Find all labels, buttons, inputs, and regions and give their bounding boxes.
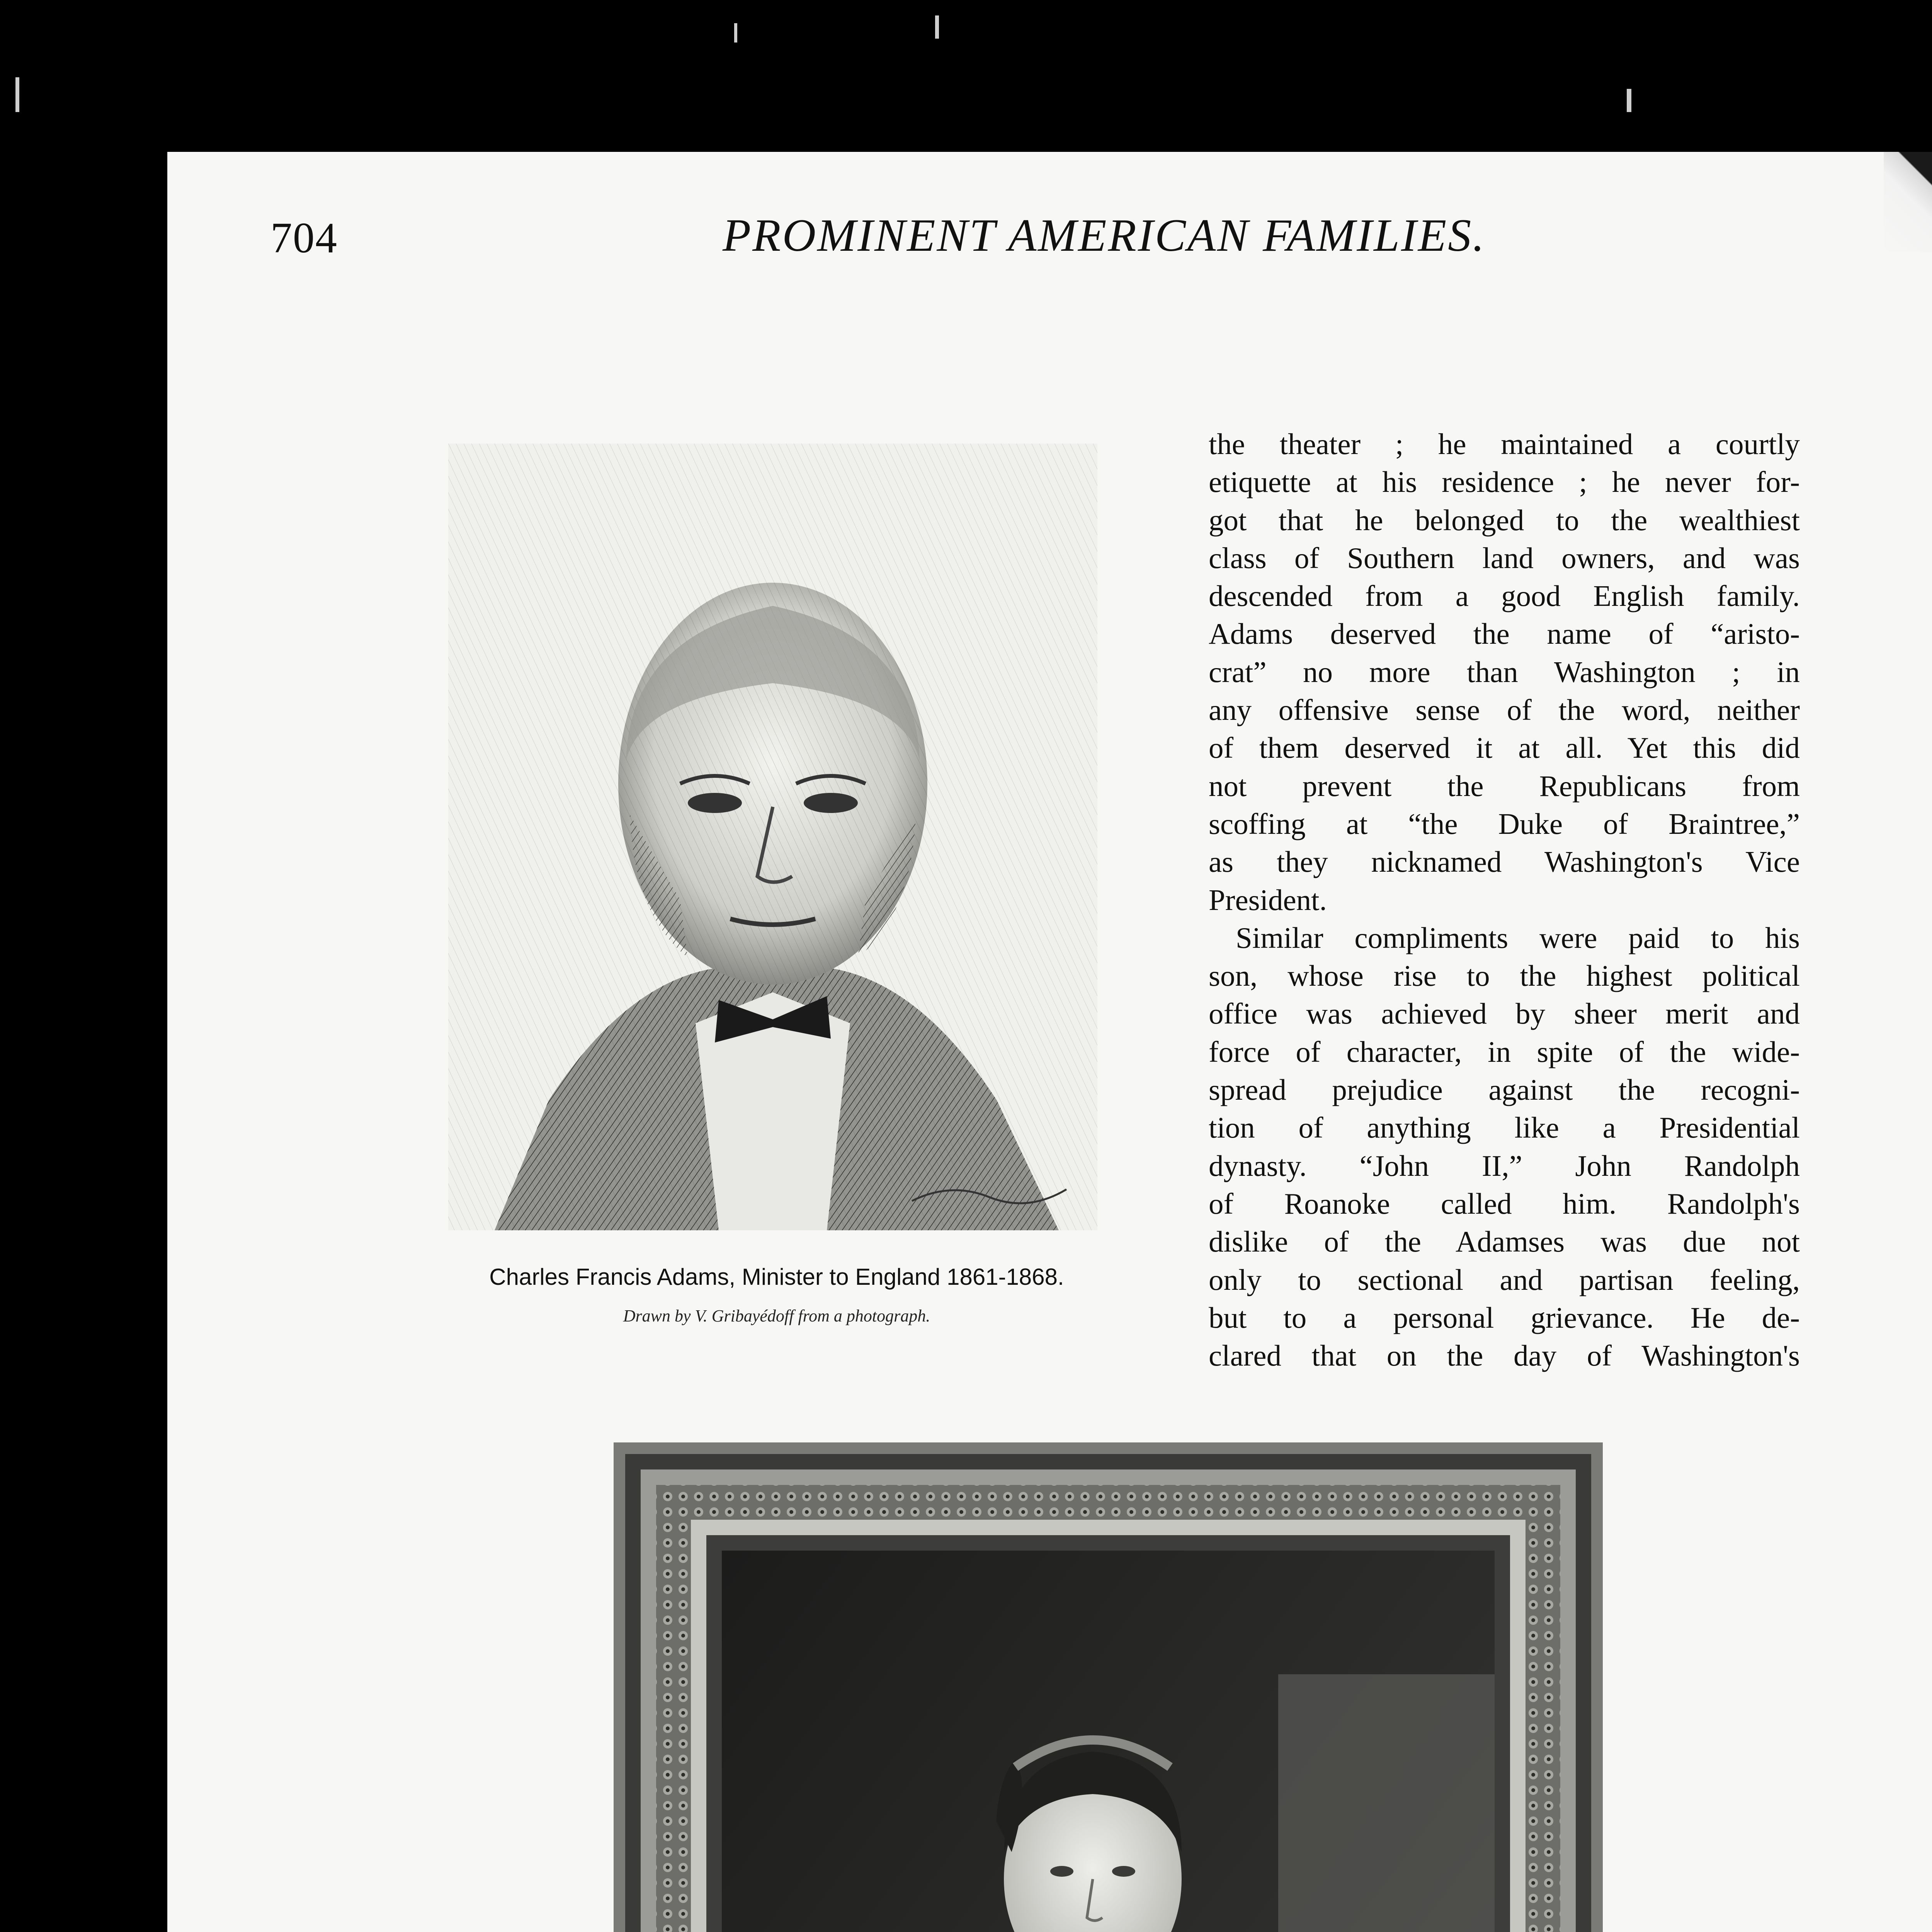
text-line: clared that on the day of Washington's <box>1209 1339 1800 1372</box>
portrait-abigail-adams <box>614 1442 1603 1932</box>
text-line: tion of anything like a Presidential <box>1209 1111 1800 1145</box>
text-line: not prevent the Republicans from <box>1209 769 1800 803</box>
text-line: dislike of the Adamses was due not <box>1209 1225 1800 1259</box>
text-line: spread prejudice against the recogni- <box>1209 1073 1800 1107</box>
scan-artifact <box>734 23 737 43</box>
scan-artifact <box>15 77 19 112</box>
text-line: but to a personal grievance. He de- <box>1209 1301 1800 1334</box>
text-line: force of character, in spite of the wide- <box>1209 1035 1800 1068</box>
text-line: of Roanoke called him. Randolph's <box>1209 1187 1800 1220</box>
text-line: dynasty. “John II,” John Randolph <box>1209 1149 1800 1182</box>
text-line: as they nicknamed Washington's Vice <box>1209 845 1800 879</box>
text-line: President. <box>1209 883 1327 917</box>
figure-credit: Drawn by V. Gribayédoff from a photograph. <box>623 1306 930 1325</box>
page-corner-fold <box>1884 152 1932 252</box>
text-line: the theater ; he maintained a courtly <box>1209 427 1800 461</box>
body-text-column <box>1209 425 1800 1374</box>
portrait-charles-francis-adams <box>448 444 1097 1230</box>
text-line: any offensive sense of the word, neither <box>1209 693 1800 727</box>
text-line: scoffing at “the Duke of Braintree,” <box>1209 807 1800 840</box>
running-head <box>270 201 1546 263</box>
engraving-illustration <box>448 444 1097 1230</box>
page-number: 704 <box>270 214 338 262</box>
text-line: etiquette at his residence ; he never for- <box>1209 465 1800 499</box>
scan-artifact <box>1627 89 1631 112</box>
framed-painting <box>614 1442 1603 1932</box>
text-line: descended from a good English family. <box>1209 579 1800 613</box>
text-line: Similar compliments were paid to his <box>1236 921 1800 954</box>
text-line: office was achieved by sheer merit and <box>1209 997 1800 1031</box>
scan-artifact <box>935 15 939 39</box>
text-line: class of Southern land owners, and was <box>1209 541 1800 575</box>
text-line: got that he belonged to the wealthiest <box>1209 503 1800 537</box>
text-line: of them deserved it at all. Yet this did <box>1209 731 1800 765</box>
figure-caption: Charles Francis Adams, Minister to England 1861-1868. <box>489 1264 1064 1290</box>
text-line: son, whose rise to the highest political <box>1209 959 1800 993</box>
text-line: only to sectional and partisan feeling, <box>1209 1263 1800 1296</box>
running-head-title: PROMINENT AMERICAN FAMILIES. <box>723 209 1486 261</box>
text-line: crat” no more than Washington ; in <box>1209 655 1800 689</box>
text-line: Adams deserved the name of “aristo- <box>1209 617 1800 651</box>
